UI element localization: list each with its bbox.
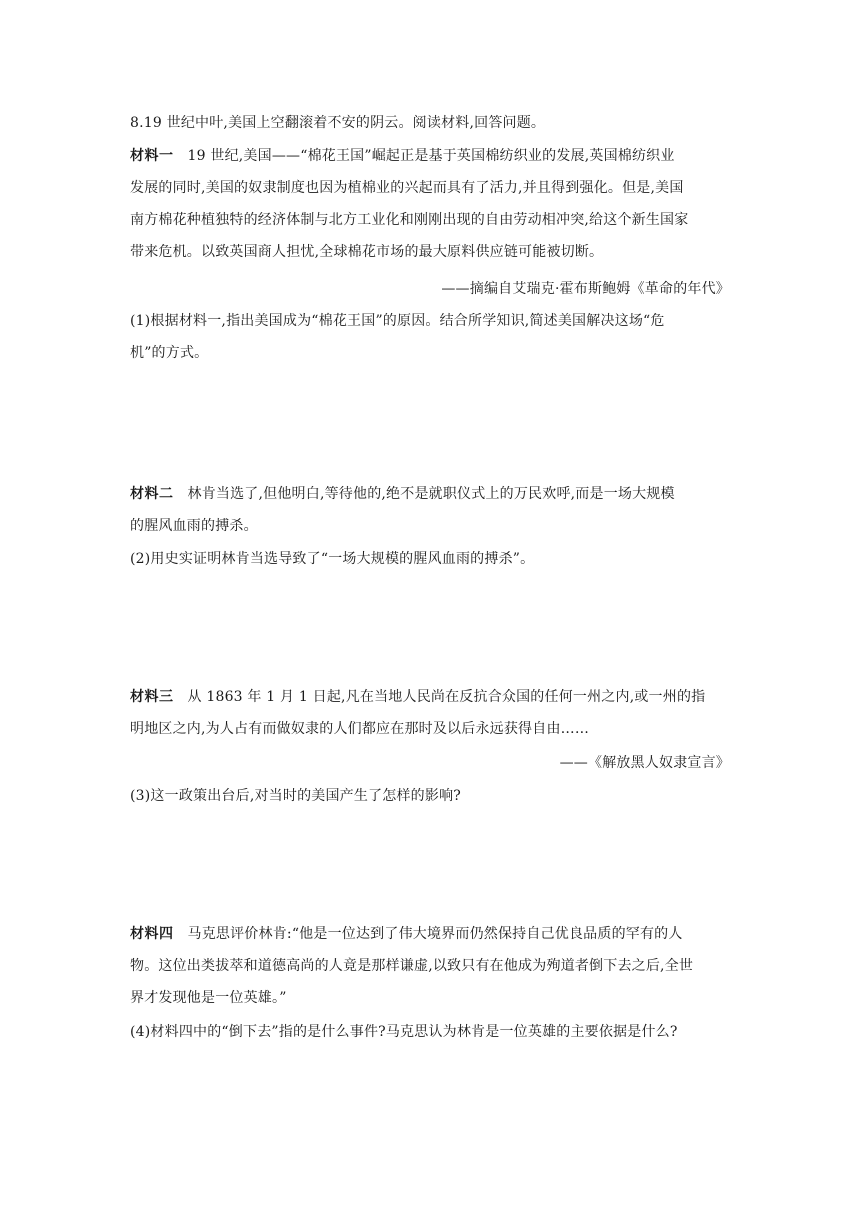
material1-line1 xyxy=(130,146,730,166)
material1-line3: 南方棉花种植独特的经济体制与北方工业化和刚刚出现的自由劳动相冲突,给这个新生国家 xyxy=(130,212,689,228)
subquestion2-line1: (2)用史实证明林肯当选导致了“一场大规模的腥风血雨的搏杀”。 xyxy=(130,551,535,567)
material1-text1: 19 世纪,美国——“棉花王国”崛起正是基于英国棉纺织业的发展,英国棉纺织业 xyxy=(187,148,675,164)
material3-text1: 从 1863 年 1 月 1 日起,凡在当地人民尚在反抗合众国的任何一州之内,或一州的指 xyxy=(187,689,706,705)
material4-text1: 马克思评价林肯:“他是一位达到了伟大境界而仍然保持自己优良品质的罕有的人 xyxy=(187,926,683,942)
material1-line2: 发展的同时,美国的奴隶制度也因为植棉业的兴起而具有了活力,并且得到强化。但是,美国 xyxy=(130,180,684,196)
material3-line1 xyxy=(130,687,730,707)
subquestion1-line2: 机”的方式。 xyxy=(130,345,209,361)
material1-source: ——摘编自艾瑞克·霍布斯鲍姆《革命的年代》 xyxy=(441,281,730,297)
material3-source: ——《解放黑人奴隶宣言》 xyxy=(559,755,730,771)
material4-line2: 物。这位出类拔萃和道德高尚的人竟是那样谦虚,以致只有在他成为殉道者倒下去之后,全世 xyxy=(130,958,694,974)
material1-line4: 带来危机。以致英国商人担忧,全球棉花市场的最大原料供应链可能被切断。 xyxy=(130,244,604,260)
material2-line2: 的腥风血雨的搏杀。 xyxy=(130,518,258,534)
question-intro: 8.19 世纪中叶,美国上空翻滚着不安的阴云。阅读材料,回答问题。 xyxy=(130,115,546,131)
material1-label: 材料一 xyxy=(130,148,174,164)
material3-label: 材料三 xyxy=(130,689,174,705)
subquestion1-line1: (1)根据材料一,指出美国成为“棉花王国”的原因。结合所学知识,简述美国解决这场“危 xyxy=(130,313,665,329)
subquestion4-line1: (4)材料四中的“倒下去”指的是什么事件?马克思认为林肯是一位英雄的主要依据是什么? xyxy=(130,1024,678,1040)
material4-line3: 界才发现他是一位英雄。” xyxy=(130,990,287,1006)
subquestion3-line1: (3)这一政策出台后,对当时的美国产生了怎样的影响? xyxy=(130,788,461,804)
material2-label: 材料二 xyxy=(130,486,174,502)
material4-line1 xyxy=(130,924,730,944)
material2-text1: 林肯当选了,但他明白,等待他的,绝不是就职仪式上的万民欢呼,而是一场大规模 xyxy=(187,486,675,502)
material4-label: 材料四 xyxy=(130,926,174,942)
material2-line1 xyxy=(130,484,730,504)
material3-line2: 明地区之内,为人占有而做奴隶的人们都应在那时及以后永远获得自由…… xyxy=(130,721,590,737)
